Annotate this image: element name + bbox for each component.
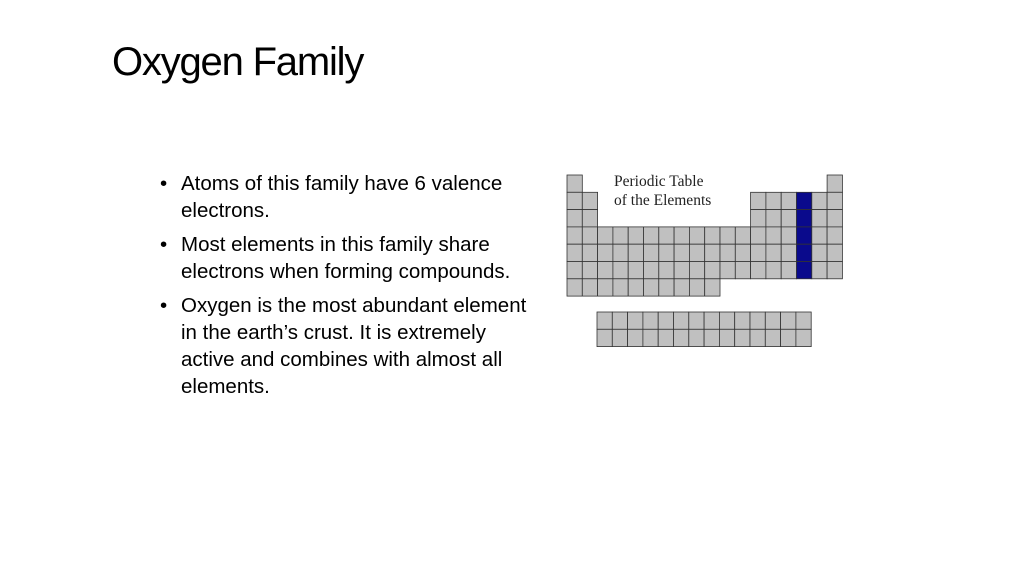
- oxygen-family-cell: [797, 262, 812, 279]
- element-cell: [674, 262, 689, 279]
- element-cell: [720, 262, 735, 279]
- element-cell: [644, 244, 659, 261]
- element-cell: [705, 227, 720, 244]
- element-cell: [598, 244, 613, 261]
- element-cell: [689, 279, 704, 296]
- element-cell: [781, 210, 796, 227]
- element-cell: [735, 329, 750, 346]
- element-cell: [613, 262, 628, 279]
- element-cell: [582, 279, 597, 296]
- element-cell: [766, 192, 781, 209]
- element-cell: [720, 244, 735, 261]
- element-cell: [674, 329, 689, 346]
- element-cell: [598, 227, 613, 244]
- element-cell: [751, 227, 766, 244]
- element-cell: [643, 329, 658, 346]
- element-cell: [750, 329, 765, 346]
- element-cell: [750, 312, 765, 329]
- element-cell: [704, 329, 719, 346]
- element-cell: [689, 312, 704, 329]
- bullet-list: [160, 170, 530, 407]
- element-cell: [705, 279, 720, 296]
- element-cell: [659, 244, 674, 261]
- element-cell: [582, 192, 597, 209]
- element-cell: [751, 210, 766, 227]
- element-cell: [674, 312, 689, 329]
- element-cell: [689, 227, 704, 244]
- element-cell: [597, 329, 612, 346]
- element-cell: [766, 210, 781, 227]
- element-cell: [628, 227, 643, 244]
- bullet-text: Most elements in this family share electrons when forming compounds.: [181, 233, 511, 283]
- element-cell: [628, 244, 643, 261]
- element-cell: [812, 227, 827, 244]
- element-cell: [765, 312, 780, 329]
- element-cell: [613, 279, 628, 296]
- element-cell: [812, 244, 827, 261]
- element-cell: [674, 227, 689, 244]
- periodic-table-graphic: [566, 174, 844, 350]
- element-cell: [613, 244, 628, 261]
- element-cell: [781, 312, 796, 329]
- element-cell: [735, 227, 750, 244]
- element-cell: [781, 227, 796, 244]
- bullet-marker: •: [160, 294, 168, 317]
- element-cell: [766, 262, 781, 279]
- element-cell: [567, 227, 582, 244]
- element-cell: [613, 227, 628, 244]
- element-cell: [705, 262, 720, 279]
- element-cell: [598, 279, 613, 296]
- element-cell: [765, 329, 780, 346]
- element-cell: [827, 210, 842, 227]
- element-cell: [628, 279, 643, 296]
- element-cell: [659, 227, 674, 244]
- bullet-text: Atoms of this family have 6 valence electrons.: [181, 172, 503, 222]
- element-cell: [567, 192, 582, 209]
- element-cell: [705, 244, 720, 261]
- bullet-text: Oxygen is the most abundant element in the earth’s crust. It is extremely active and combines with almost all elements.: [181, 294, 527, 398]
- element-cell: [827, 192, 842, 209]
- element-cell: [659, 262, 674, 279]
- element-cell: [644, 227, 659, 244]
- element-cell: [766, 244, 781, 261]
- element-cell: [658, 329, 673, 346]
- periodic-table-caption-line2: of the Elements: [614, 192, 712, 209]
- element-cell: [751, 244, 766, 261]
- element-cell: [643, 312, 658, 329]
- element-cell: [582, 210, 597, 227]
- slide-title: Oxygen Family: [112, 40, 364, 84]
- oxygen-family-cell: [797, 244, 812, 261]
- element-cell: [628, 329, 643, 346]
- element-cell: [827, 175, 842, 192]
- element-cell: [720, 227, 735, 244]
- element-cell: [735, 262, 750, 279]
- element-cell: [597, 312, 612, 329]
- bullet-item-valence: [160, 170, 530, 224]
- bullet-marker: •: [160, 172, 168, 195]
- element-cell: [644, 262, 659, 279]
- element-cell: [674, 279, 689, 296]
- element-cell: [567, 210, 582, 227]
- element-cell: [751, 192, 766, 209]
- element-cell: [659, 279, 674, 296]
- element-cell: [612, 329, 627, 346]
- element-cell: [582, 244, 597, 261]
- element-cell: [827, 227, 842, 244]
- element-cell: [735, 312, 750, 329]
- element-cell: [796, 329, 811, 346]
- element-cell: [781, 262, 796, 279]
- element-cell: [781, 329, 796, 346]
- element-cell: [812, 192, 827, 209]
- element-cell: [751, 262, 766, 279]
- element-cell: [598, 262, 613, 279]
- element-cell: [612, 312, 627, 329]
- element-cell: [674, 244, 689, 261]
- element-cell: [719, 329, 734, 346]
- element-cell: [689, 244, 704, 261]
- oxygen-family-cell: [797, 210, 812, 227]
- element-cell: [781, 192, 796, 209]
- element-cell: [689, 262, 704, 279]
- element-cell: [827, 244, 842, 261]
- element-cell: [812, 210, 827, 227]
- element-cell: [567, 262, 582, 279]
- element-cell: [766, 227, 781, 244]
- element-cell: [689, 329, 704, 346]
- element-cell: [567, 244, 582, 261]
- element-cell: [796, 312, 811, 329]
- element-cell: [582, 262, 597, 279]
- periodic-table-figure: [566, 174, 844, 350]
- element-cell: [567, 279, 582, 296]
- element-cell: [644, 279, 659, 296]
- element-cell: [812, 262, 827, 279]
- element-cell: [781, 244, 796, 261]
- element-cell: [735, 244, 750, 261]
- bullet-marker: •: [160, 233, 168, 256]
- element-cell: [827, 262, 842, 279]
- element-cell: [582, 227, 597, 244]
- element-cell: [658, 312, 673, 329]
- element-cell: [628, 262, 643, 279]
- element-cell: [628, 312, 643, 329]
- oxygen-family-cell: [797, 227, 812, 244]
- bullet-item-share-electrons: [160, 231, 530, 285]
- periodic-table-caption-line1: Periodic Table: [614, 174, 704, 190]
- bullet-item-oxygen-abundance: [160, 292, 530, 400]
- element-cell: [704, 312, 719, 329]
- element-cell: [567, 175, 582, 192]
- oxygen-family-cell: [797, 192, 812, 209]
- element-cell: [719, 312, 734, 329]
